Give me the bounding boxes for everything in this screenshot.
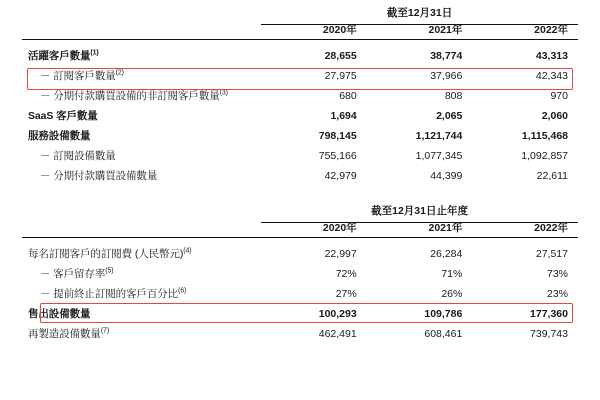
row-value-2020: 755,166 — [318, 149, 357, 162]
empty-cell — [22, 24, 261, 40]
row-value-2022: 22,611 — [536, 169, 568, 182]
row-value-2020: 27% — [335, 287, 357, 300]
table-row — [22, 146, 578, 166]
row-value-2022: 739,743 — [530, 327, 568, 340]
spacer-cell — [22, 186, 578, 206]
row-value-2022: 73% — [546, 267, 568, 280]
row-value-2020: 462,491 — [318, 327, 357, 340]
footnote-marker: (5) — [105, 267, 114, 275]
row-value-2021: 808 — [444, 89, 463, 102]
row-label: 活躍客戶數量$^{(1)}$ — [28, 49, 99, 62]
section2-year-2020: 2020年 — [322, 221, 357, 234]
section1-span-header: 截至12月31日 — [261, 8, 578, 24]
row-value-2020: 72% — [335, 267, 357, 280]
footnote-marker: (7) — [100, 327, 110, 335]
table-row — [22, 284, 578, 304]
section2-span-header: 截至12月31日止年度 — [261, 206, 578, 222]
row-value-2020: 27,975 — [324, 69, 357, 82]
row-value-2022: 177,360 — [530, 307, 568, 320]
row-value-2021: 1,121,744 — [415, 129, 463, 142]
section2-span-header-row — [22, 206, 578, 222]
row-label: SaaS 客戶數量 — [28, 109, 98, 122]
row-value-2022: 1,115,468 — [521, 129, 568, 142]
section1-year-2020: 2020年 — [322, 23, 357, 36]
section2-year-2022: 2022年 — [534, 221, 568, 234]
row-label: 再製造設備數量$^{(7)}$ — [28, 327, 110, 340]
spacer — [22, 186, 578, 206]
row-label: 售出設備數量 — [28, 307, 91, 320]
table-row — [22, 86, 578, 106]
row-label: － 分期付款購買設備數量 — [40, 169, 158, 182]
section2-year-header-row — [22, 222, 578, 238]
section1-year-header-row — [22, 24, 578, 40]
footnote-marker: (2) — [115, 69, 124, 77]
row-value-2020: 28,655 — [324, 49, 357, 62]
row-value-2022: 970 — [550, 89, 568, 102]
row-value-2021: 109,786 — [424, 307, 463, 320]
table-row — [22, 126, 578, 146]
row-value-2020: 1,694 — [330, 109, 357, 122]
footnote-marker: (1) — [90, 49, 99, 57]
row-label: － 訂閱客戶數量$^{(2)}$ — [40, 69, 124, 82]
row-value-2021: 26% — [441, 287, 463, 300]
row-value-2020: 100,293 — [318, 307, 357, 320]
row-value-2022: 1,092,857 — [521, 149, 568, 162]
row-value-2021: 71% — [441, 267, 463, 280]
table-row — [22, 304, 578, 324]
footnote-marker: (6) — [178, 287, 187, 295]
row-label: － 提前終止訂閱的客戶百分比$^{(6)}$ — [40, 287, 187, 300]
row-value-2022: 42,343 — [535, 69, 568, 82]
section1-span-header-row — [22, 8, 578, 24]
row-value-2020: 680 — [339, 89, 357, 102]
section1-year-2022: 2022年 — [534, 23, 568, 36]
empty-cell — [22, 206, 261, 222]
row-label: － 訂閱設備數量 — [40, 149, 116, 162]
row-value-2021: 26,284 — [430, 247, 463, 260]
table-row — [22, 66, 578, 86]
table-row — [22, 166, 578, 186]
footnote-marker: (4) — [183, 247, 192, 255]
table-row — [22, 264, 578, 284]
row-value-2020: 798,145 — [318, 129, 357, 142]
table-row — [22, 106, 578, 126]
row-value-2020: 42,979 — [324, 169, 357, 182]
section1-year-2021: 2021年 — [428, 23, 463, 36]
metrics-table — [22, 8, 578, 344]
empty-cell — [22, 222, 261, 238]
row-value-2022: 23% — [546, 287, 568, 300]
section2-year-2021: 2021年 — [428, 221, 463, 234]
table-row — [22, 46, 578, 66]
row-label: 每名訂閱客戶的訂閱費 (人民幣元)$^{(4)}$ — [28, 247, 192, 260]
table-row — [22, 244, 578, 264]
row-value-2021: 38,774 — [430, 49, 463, 62]
row-value-2020: 22,997 — [324, 247, 357, 260]
row-label: － 分期付款購買設備的非訂閱客戶數量$^{(3)}$ — [40, 89, 228, 102]
row-value-2022: 2,060 — [541, 109, 568, 122]
row-value-2022: 43,313 — [535, 49, 568, 62]
row-value-2021: 2,065 — [436, 109, 463, 122]
row-value-2022: 27,517 — [535, 247, 568, 260]
empty-cell — [22, 8, 261, 24]
row-value-2021: 1,077,345 — [415, 149, 463, 162]
row-value-2021: 37,966 — [430, 69, 463, 82]
row-label: 服務設備數量 — [28, 129, 91, 142]
row-value-2021: 44,399 — [430, 169, 463, 182]
footnote-marker: (3) — [219, 89, 228, 97]
row-value-2021: 608,461 — [424, 327, 463, 340]
row-label: － 客戶留存率$^{(5)}$ — [40, 267, 114, 280]
table-row — [22, 324, 578, 344]
